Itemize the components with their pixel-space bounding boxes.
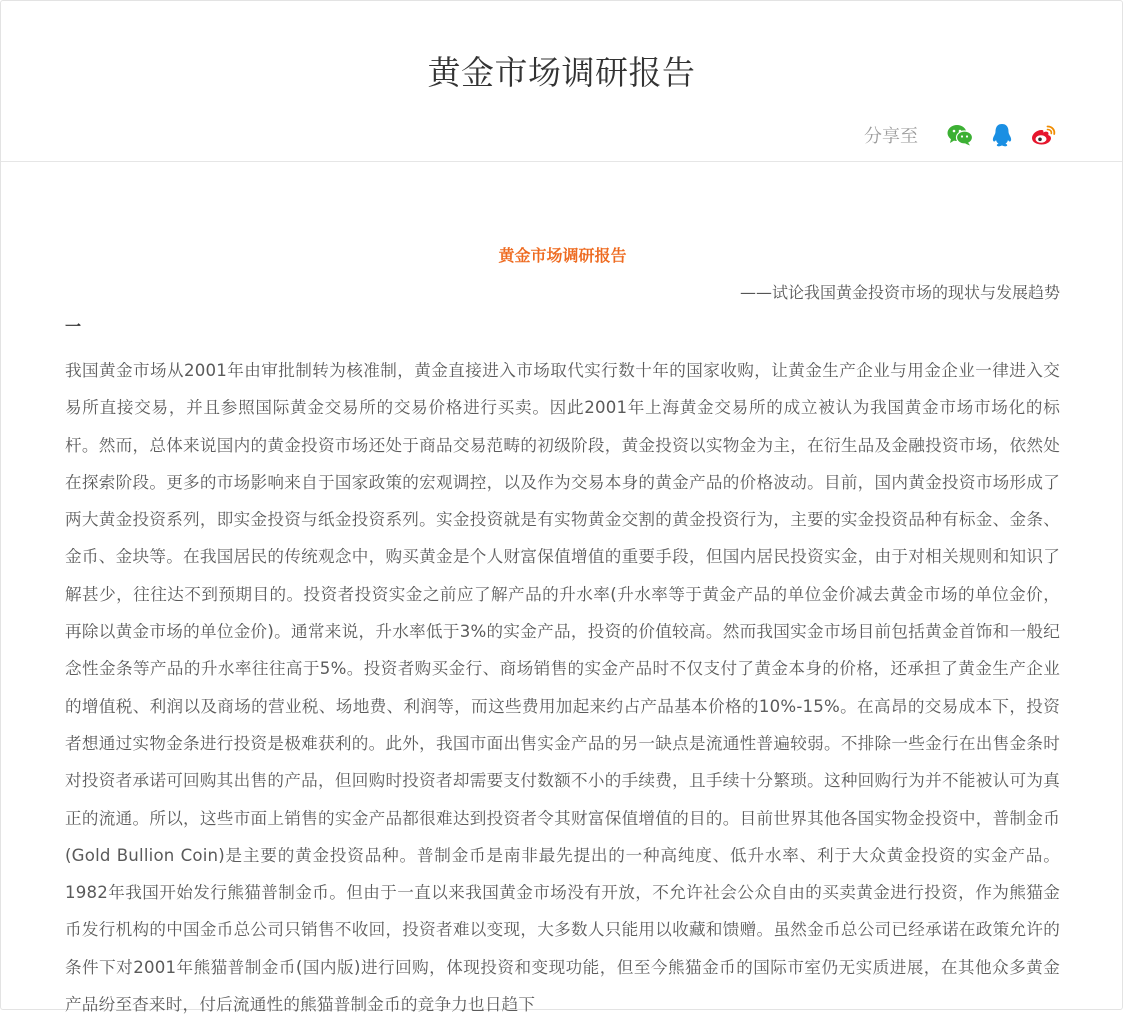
weibo-icon[interactable] bbox=[1030, 121, 1058, 149]
page-title: 黄金市场调研报告 bbox=[427, 53, 696, 92]
article-content bbox=[65, 241, 1060, 1023]
body-paragraph: 我国黄金市场从2001年由审批制转为核准制，黄金直接进入市场取代实行数十年的国家收购，让黄金生产企业与用金企业一律进入交易所直接交易，并且参照国际黄金交易所的交易价格进行买卖。因此2001年上海黄金交易所的成立被认为我国黄金市场市场化的标杆。然而，总体来说国内的黄金投资市场还处于商品交易范畴的初级阶段，黄金投资以实物金为主，在衍生品及金融投资市场，依然处在探索阶段。更多的市场影响来自于国家政策的宏观调控，以及作为交易本身的黄金产品的价格波动。目前，国内黄金投资市场形成了两大黄金投资系列，即实金投资与纸金投资系列。实金投资就是有实物黄金交割的黄金投资行为，主要的实金投资品种有标金、金条、金币、金块等。在我国居民的传统观念中，购买黄金是个人财富保值增值的重要手段，但国内居民投资实金，由于对相关规则和知识了解甚少，往往达不到预期目的。投资者投资实金之前应了解产品的升水率(升水率等于黄金产品的单位金价减去黄金市场的单位金价，再除以黄金市场的单位金价)。通常来说，升水率低于3%的实金产品，投资的价值较高。然而我国实金市场目前包括黄金首饰和一般纪念性金条等产品的升水率往往高于5%。投资者购买金行、商场销售的实金产品时不仅支付了黄金本身的价格，还承担了黄金生产企业的增值税、利润以及商场的营业税、场地费、利润等，而这些费用加起来约占产品基本价格的10%-15%。在高昂的交易成本下，投资者想通过实物金条进行投资是极难获利的。此外，我国市面出售实金产品的另一缺点是流通性普遍较弱。不排除一些金行在出售金条时对投资者承诺可回购其出售的产品，但回购时投资者却需要支付数额不小的手续费，且手续十分繁琐。这种回购行为并不能被认可为真正的流通。所以，这些市面上销售的实金产品都很难达到投资者令其财富保值增值的目的。目前世界其他各国实物金投资中，普制金币(Gold Bullion Coin)是主要的黄金投资品种。普制金币是南非最先提出的一种高纯度、低升水率、利于大众黄金投资的实金产品。1982年我国开始发行熊猫普制金币。但由于一直以来我国黄金市场没有开放，不允许社会公众自由的买卖黄金进行投资，作为熊猫金币发行机构的中国金币总公司只销售不收回，投资者难以变现，大多数人只能用以收藏和馈赠。虽然金币总公司已经承诺在政策允许的条件下对2001年熊猫普制金币(国内版)进行回购，体现投资和变现功能，但至今熊猫金币的国际市室仍无实质进展，在其他众多黄金产品纷至杳来时，付后流通性的熊猫普制金币的竞争力也日趋下 bbox=[65, 361, 1060, 1015]
document-subtitle: ——试论我国黄金投资市场的现状与发展趋势 bbox=[739, 283, 1060, 302]
share-label: 分享至 bbox=[864, 126, 918, 147]
page-header bbox=[1, 1, 1122, 162]
share-bar bbox=[864, 121, 1058, 149]
document-title: 黄金市场调研报告 bbox=[498, 246, 627, 265]
wechat-icon[interactable] bbox=[946, 121, 974, 149]
section-number: 一 bbox=[65, 317, 82, 336]
qq-icon[interactable] bbox=[988, 121, 1016, 149]
